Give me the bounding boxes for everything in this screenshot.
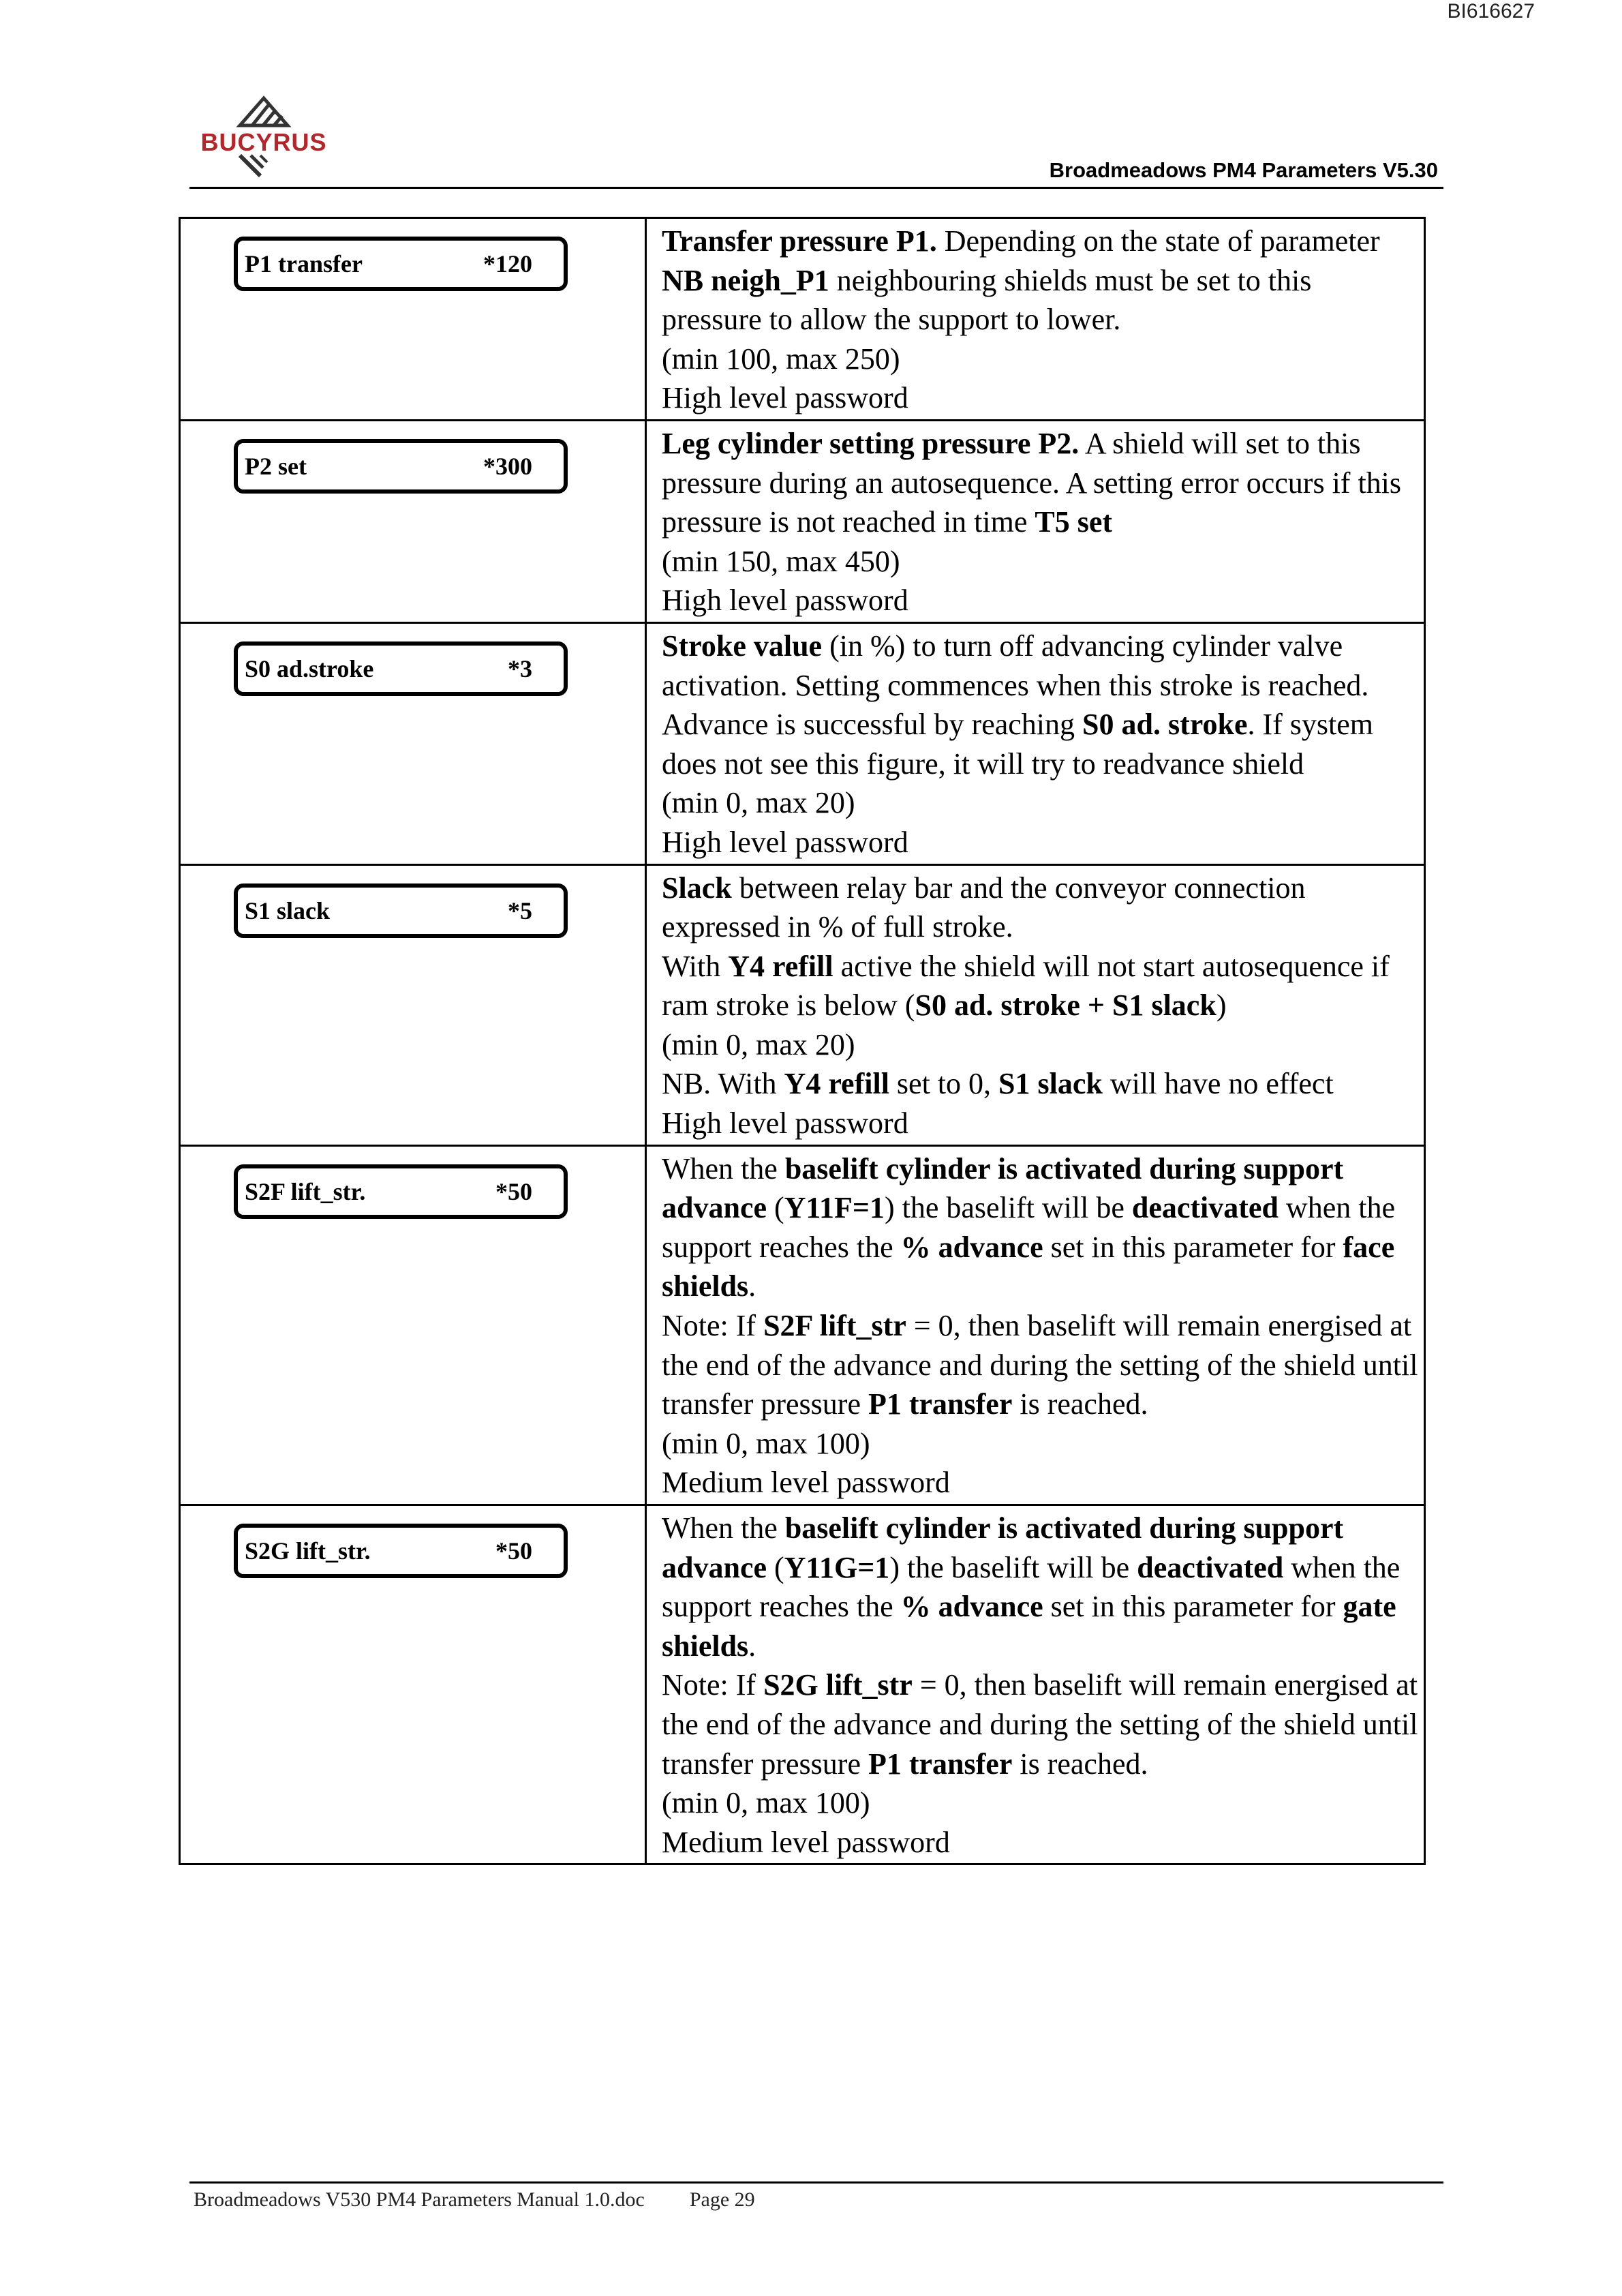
description-text: ) xyxy=(1216,988,1227,1023)
lcd-parameter-box xyxy=(234,439,568,494)
parameter-description xyxy=(647,866,1424,1145)
table-row xyxy=(181,419,1424,622)
description-text: will have no effect xyxy=(1102,1067,1334,1101)
header-divider xyxy=(189,187,1443,189)
description-text: ( xyxy=(767,1550,784,1584)
description-text: set in this parameter for xyxy=(1043,1230,1343,1264)
description-paragraph xyxy=(662,1783,1418,1823)
description-text: High level password xyxy=(662,584,908,618)
description-paragraph xyxy=(662,1149,1418,1306)
description-paragraph xyxy=(662,1104,1418,1143)
description-paragraph xyxy=(662,542,1418,581)
description-text: Note: If xyxy=(662,1309,764,1343)
description-text: ) the baselift will be xyxy=(884,1191,1132,1225)
description-text: between relay bar and the conveyor connection expressed in % of full stroke. xyxy=(662,871,1306,944)
description-text: when the support reaches the xyxy=(662,1191,1395,1264)
description-text: (min 0, max 100) xyxy=(662,1426,870,1460)
description-bold-text: S1 slack xyxy=(998,1067,1103,1101)
description-text: Medium level password xyxy=(662,1466,950,1500)
parameter-name: S2F lift_str. xyxy=(245,1177,366,1205)
description-text: A shield will set to this pressure during an autosequence. A setting error occurs if this pressure is not reached in time xyxy=(662,426,1402,539)
table-row xyxy=(181,864,1424,1145)
description-bold-text: NB neigh_P1 xyxy=(662,263,829,297)
description-paragraph xyxy=(662,1665,1418,1783)
description-text: when the support reaches the xyxy=(662,1550,1401,1624)
parameter-name: P1 transfer xyxy=(245,250,363,277)
description-bold-text: baselift cylinder is activated during support advance xyxy=(662,1511,1344,1584)
description-text: set in this parameter for xyxy=(1043,1590,1343,1624)
description-paragraph xyxy=(662,705,1418,783)
parameter-description xyxy=(647,1506,1424,1863)
header-title: Broadmeadows PM4 Parameters V5.30 xyxy=(1049,158,1438,182)
description-text: NB. With xyxy=(662,1067,784,1101)
parameter-value: *50 xyxy=(495,1537,532,1565)
description-paragraph xyxy=(662,783,1418,823)
parameter-description xyxy=(647,219,1424,419)
table-row xyxy=(181,1145,1424,1504)
lcd-parameter-box xyxy=(234,1164,568,1219)
parameter-value: *120 xyxy=(483,250,532,277)
description-bold-text: Transfer pressure P1. xyxy=(662,224,937,258)
table-row xyxy=(181,219,1424,419)
description-paragraph xyxy=(662,1064,1418,1104)
description-text: = 0, then baselift will remain energised at the end of the advance and during the setting of the shield until transfer pressure xyxy=(662,1668,1418,1781)
lcd-parameter-box xyxy=(234,883,568,938)
parameter-value: *300 xyxy=(483,452,532,480)
description-bold-text: Stroke value xyxy=(662,629,823,663)
parameter-display-cell xyxy=(181,421,647,622)
description-paragraph xyxy=(662,1509,1418,1665)
description-bold-text: Y11F=1 xyxy=(784,1191,885,1225)
description-paragraph xyxy=(662,1823,1418,1862)
description-text: active the shield will not start autosequence if ram stroke is below ( xyxy=(662,949,1390,1023)
description-text: Advance is successful by reaching xyxy=(662,708,1083,742)
description-paragraph xyxy=(662,1424,1418,1464)
logo-wordmark: BUCYRUS xyxy=(200,128,327,156)
description-paragraph xyxy=(662,1463,1418,1502)
description-bold-text: Y4 refill xyxy=(784,1067,889,1101)
bucyrus-logo xyxy=(192,95,335,184)
parameter-display-cell xyxy=(181,624,647,864)
description-text: . xyxy=(748,1269,756,1303)
description-paragraph xyxy=(662,581,1418,620)
description-paragraph xyxy=(662,339,1418,379)
footer xyxy=(194,2188,755,2211)
description-text: (min 150, max 450) xyxy=(662,544,900,578)
description-paragraph xyxy=(662,222,1418,339)
description-text: (min 0, max 20) xyxy=(662,1027,855,1061)
description-text: (in %) to turn off advancing cylinder valve activation. Setting commences when this stroke is reached. xyxy=(662,629,1369,702)
description-paragraph xyxy=(662,626,1418,705)
description-bold-text: baselift cylinder is activated during support advance xyxy=(662,1151,1344,1225)
description-text: With xyxy=(662,949,729,983)
description-bold-text: P1 transfer xyxy=(868,1387,1013,1421)
description-text: ) the baselift will be xyxy=(889,1550,1137,1584)
parameter-name: S2G lift_str. xyxy=(245,1537,371,1565)
description-bold-text: % advance xyxy=(900,1590,1043,1624)
lcd-parameter-box xyxy=(234,237,568,291)
parameter-name: P2 set xyxy=(245,452,307,480)
description-text: Depending on the state of parameter xyxy=(936,224,1380,258)
description-paragraph xyxy=(662,378,1418,418)
description-text: . If system does not see this figure, it will try to readvance shield xyxy=(662,708,1373,781)
parameter-value: *50 xyxy=(495,1177,532,1205)
description-bold-text: S0 ad. stroke + S1 slack xyxy=(915,988,1216,1023)
description-paragraph xyxy=(662,424,1418,542)
parameter-display-cell xyxy=(181,1147,647,1504)
description-bold-text: S2F lift_str xyxy=(763,1309,906,1343)
parameter-display-cell xyxy=(181,866,647,1145)
description-paragraph xyxy=(662,947,1418,1025)
description-paragraph xyxy=(662,823,1418,862)
description-text: neighbouring shields must be set to this pressure to allow the support to lower. xyxy=(662,263,1312,337)
description-bold-text: Y11G=1 xyxy=(784,1550,890,1584)
description-text: When the xyxy=(662,1511,785,1545)
lcd-parameter-box xyxy=(234,1524,568,1578)
parameter-description xyxy=(647,1147,1424,1504)
description-paragraph xyxy=(662,1306,1418,1424)
footer-divider xyxy=(189,2181,1443,2184)
description-text: set to 0, xyxy=(889,1067,999,1101)
description-bold-text: T5 set xyxy=(1035,505,1113,539)
parameter-value: *5 xyxy=(508,896,532,924)
table-row xyxy=(181,622,1424,864)
description-bold-text: % advance xyxy=(900,1230,1043,1264)
description-text: is reached. xyxy=(1012,1387,1148,1421)
parameter-name: S1 slack xyxy=(245,896,331,924)
description-bold-text: face shields xyxy=(662,1230,1395,1303)
description-bold-text: deactivated xyxy=(1137,1550,1284,1584)
description-text: . xyxy=(748,1629,756,1663)
description-bold-text: deactivated xyxy=(1131,1191,1279,1225)
parameter-display-cell xyxy=(181,1506,647,1863)
description-text: = 0, then baselift will remain energised at the end of the advance and during the setting of the shield until transfer pressure xyxy=(662,1309,1418,1421)
description-bold-text: gate shields xyxy=(662,1590,1396,1663)
footer-doc-name: Broadmeadows V530 PM4 Parameters Manual 1.0.doc xyxy=(194,2188,645,2211)
description-text: (min 0, max 20) xyxy=(662,786,855,820)
description-text: is reached. xyxy=(1012,1747,1148,1781)
description-text: When the xyxy=(662,1151,785,1185)
description-text: Medium level password xyxy=(662,1825,950,1859)
description-text: (min 0, max 100) xyxy=(662,1786,870,1820)
description-text: High level password xyxy=(662,381,908,415)
table-row xyxy=(181,1504,1424,1863)
parameter-value: *3 xyxy=(508,654,532,682)
description-text: ( xyxy=(767,1191,784,1225)
description-text: (min 100, max 250) xyxy=(662,342,900,376)
description-text: High level password xyxy=(662,1106,908,1141)
parameter-description xyxy=(647,624,1424,864)
footer-page-number: Page 29 xyxy=(689,2188,755,2211)
description-text: Note: If xyxy=(662,1668,764,1702)
description-paragraph xyxy=(662,868,1418,947)
parameter-table xyxy=(179,217,1426,1865)
description-bold-text: S2G lift_str xyxy=(763,1668,913,1702)
description-bold-text: S0 ad. stroke xyxy=(1082,708,1248,742)
lcd-parameter-box xyxy=(234,641,568,696)
parameter-name: S0 ad.stroke xyxy=(245,654,374,682)
description-bold-text: Y4 refill xyxy=(728,949,833,983)
description-bold-text: P1 transfer xyxy=(868,1747,1013,1781)
description-paragraph xyxy=(662,1025,1418,1065)
description-text: High level password xyxy=(662,825,908,859)
parameter-display-cell xyxy=(181,219,647,419)
parameter-description xyxy=(647,421,1424,622)
description-bold-text: Slack xyxy=(662,871,732,905)
document-id: BI616627 xyxy=(1447,0,1535,22)
description-bold-text: Leg cylinder setting pressure P2. xyxy=(662,426,1080,460)
